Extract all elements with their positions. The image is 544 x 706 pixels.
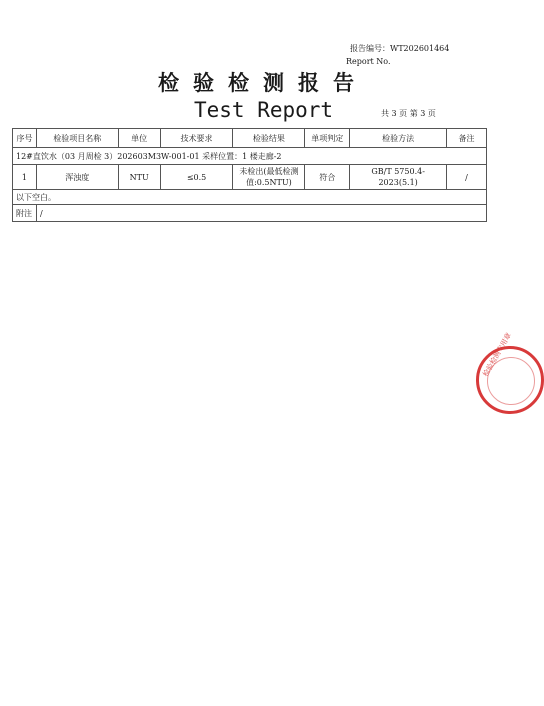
col-header-no: 序号 [13,129,37,148]
col-header-item: 检验项目名称 [36,129,118,148]
table-header-row [13,129,487,148]
col-header-requirement: 技术要求 [160,129,233,148]
col-header-method: 检验方法 [350,129,447,148]
footnote-label: 附注 [13,205,37,222]
blank-note: 以下空白。 [13,190,487,205]
cell-unit: NTU [118,165,160,190]
title-english: Test Report [194,98,334,122]
col-header-unit: 单位 [118,129,160,148]
blank-note-row [13,190,487,205]
footnote-row [13,205,487,222]
seal-text: 检验检测专用章 [481,331,513,378]
cell-method: GB/T 5750.4-2023(5.1) [350,165,447,190]
cell-result: 未检出(最低检测值:0.5NTU) [233,165,305,190]
cell-verdict: 符合 [305,165,350,190]
cell-remark: / [447,165,487,190]
official-seal-stamp [476,331,544,414]
page-info: 共 3 页 第 3 页 [381,109,436,118]
table-row [13,165,487,190]
sample-group-row [13,148,487,165]
results-table [12,128,487,222]
report-number-cn: 报告编号：WT202601464 [350,44,450,53]
sample-group-title: 12#直饮水（03 月周检 3）202603M3W-001-01 采样位置：1 楼走廊-2 [13,148,487,165]
col-header-remark: 备注 [447,129,487,148]
cell-item: 浑浊度 [36,165,118,190]
footnote-value: / [36,205,486,222]
cell-no: 1 [13,165,37,190]
col-header-result: 检验结果 [233,129,305,148]
cell-requirement: ≤0.5 [160,165,233,190]
title-chinese: 检验检测报告 [158,70,368,95]
col-header-verdict: 单项判定 [305,129,350,148]
report-number-en: Report No. [346,57,391,66]
